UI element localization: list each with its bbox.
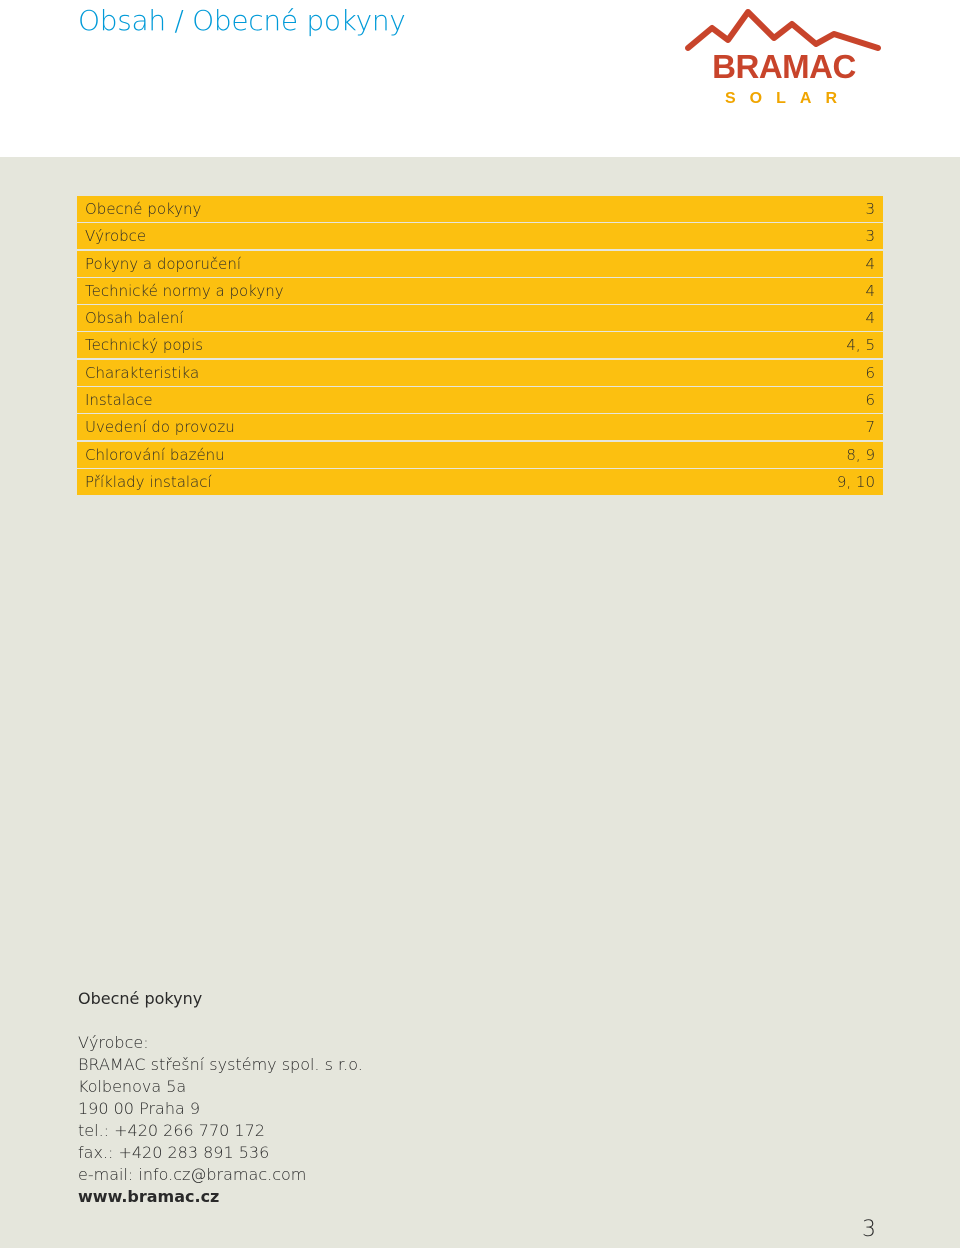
manufacturer-label: Výrobce:	[78, 1033, 149, 1052]
phone-number: tel.: +420 266 770 172	[78, 1121, 265, 1140]
page-content	[0, 157, 960, 1248]
general-instructions-section	[78, 988, 363, 1208]
toc-label: Instalace	[85, 391, 153, 410]
city-address: 190 00 Praha 9	[78, 1099, 201, 1118]
logo-sub-text: SOLAR	[725, 90, 851, 107]
toc-label: Obsah balení	[85, 309, 184, 328]
logo-brand-text: BRAMAC	[712, 48, 856, 85]
toc-label: Charakteristika	[85, 363, 200, 382]
toc-label: Příklady instalací	[85, 472, 212, 491]
toc-row[interactable]	[77, 414, 883, 440]
toc-label: Uvedení do provozu	[85, 418, 235, 437]
toc-page: 4	[865, 281, 875, 300]
toc-page: 7	[865, 418, 875, 437]
toc-page: 6	[865, 363, 875, 382]
toc-row[interactable]	[77, 469, 883, 495]
toc-row[interactable]	[77, 332, 883, 358]
fax-number: fax.: +420 283 891 536	[78, 1143, 270, 1162]
page-header	[0, 0, 960, 157]
toc-label: Technické normy a pokyny	[85, 281, 284, 300]
toc-row[interactable]	[77, 223, 883, 249]
toc-label: Pokyny a doporučení	[85, 254, 242, 273]
toc-row[interactable]	[77, 442, 883, 468]
toc-row[interactable]	[77, 360, 883, 386]
toc-row[interactable]	[77, 278, 883, 304]
toc-row[interactable]	[77, 251, 883, 277]
toc-page: 4	[865, 309, 875, 328]
section-heading: Obecné pokyny	[78, 989, 203, 1008]
toc-row[interactable]	[77, 387, 883, 413]
website-link[interactable]: www.bramac.cz	[78, 1187, 220, 1206]
toc-row[interactable]	[77, 196, 883, 222]
toc-page: 4	[865, 254, 875, 273]
page-number: 3	[862, 1217, 876, 1242]
toc-page: 9, 10	[836, 472, 875, 491]
toc-row[interactable]	[77, 305, 883, 331]
page-title: Obsah / Obecné pokyny	[78, 4, 406, 37]
toc-label: Technický popis	[85, 336, 204, 355]
toc-page: 6	[865, 391, 875, 410]
table-of-contents	[77, 196, 883, 496]
company-name: BRAMAC střešní systémy spol. s r.o.	[78, 1055, 363, 1074]
toc-page: 4, 5	[846, 336, 875, 355]
toc-label: Výrobce	[85, 227, 147, 246]
toc-label: Obecné pokyny	[85, 200, 202, 218]
toc-label: Chlorování bazénu	[85, 445, 225, 464]
toc-page: 8, 9	[846, 445, 875, 464]
street-address: Kolbenova 5a	[78, 1077, 187, 1096]
toc-page: 3	[865, 200, 875, 218]
bramac-solar-logo	[682, 4, 886, 108]
email-address[interactable]: e-mail: info.cz@bramac.com	[78, 1165, 307, 1184]
toc-page: 3	[865, 227, 875, 246]
